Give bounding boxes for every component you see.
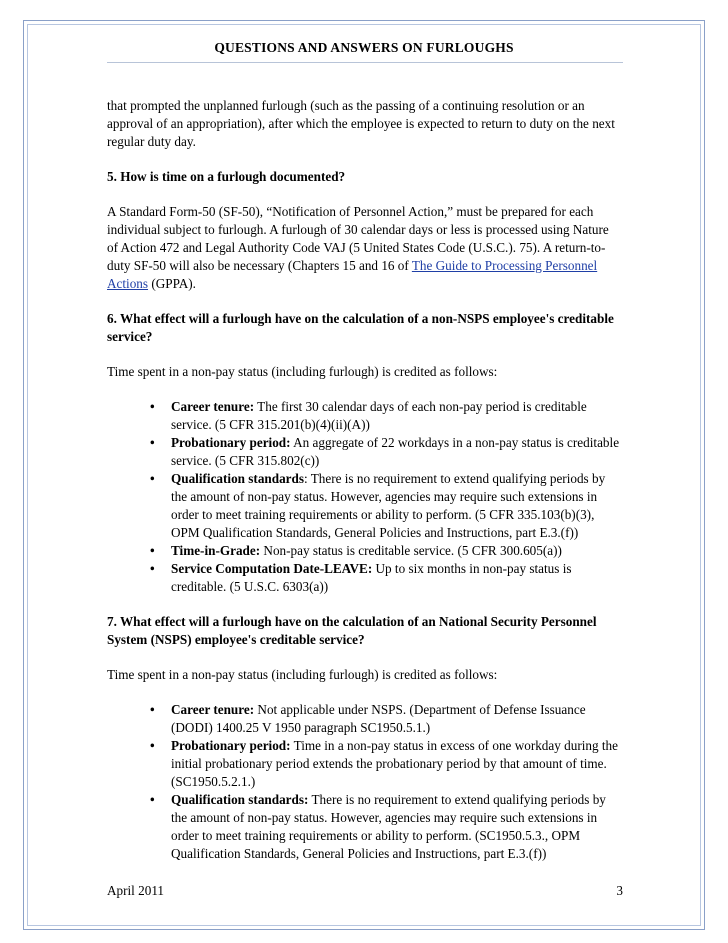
item-text: Not applicable under NSPS. (Department of Defense Issuance (DODI) 1400.25 V 1950 paragraph SC1950.5.1.): [171, 702, 586, 735]
page-footer: [107, 883, 623, 899]
item-term: Qualification standards:: [171, 792, 309, 807]
answer-5-tail: (GPPA).: [148, 276, 196, 291]
item-term: Career tenure:: [171, 399, 255, 414]
item-term: Service Computation Date-LEAVE:: [171, 561, 373, 576]
answer-7-lead: Time spent in a non-pay status (including furlough) is credited as follows:: [107, 667, 498, 682]
item-term: Probationary period:: [171, 435, 291, 450]
answer-6-lead: Time spent in a non-pay status (including furlough) is credited as follows:: [107, 364, 498, 379]
q7-bullet-list: [107, 701, 623, 863]
item-text: Non-pay status is creditable service. (5 CFR 300.605(a)): [260, 543, 562, 558]
item-text: Time in a non-pay status in excess of one workday during the initial probationary period extends the probationary period by that amount of time. (SC1950.5.2.1.): [171, 738, 618, 789]
bullet-icon: •: [150, 702, 155, 717]
list-item: [150, 470, 623, 542]
list-item: [150, 737, 623, 791]
item-term: Time-in-Grade:: [171, 543, 261, 558]
list-item: [150, 701, 623, 737]
footer-date: April 2011: [107, 883, 165, 898]
list-item: [150, 398, 623, 434]
item-text: Up to six months in non-pay status is creditable. (5 U.S.C. 6303(a)): [171, 561, 572, 594]
bullet-icon: •: [150, 738, 155, 753]
bullet-icon: •: [150, 435, 155, 450]
item-term: Probationary period:: [171, 738, 291, 753]
bullet-icon: •: [150, 543, 155, 558]
list-item: [150, 791, 623, 863]
answer-5-text: A Standard Form-50 (SF-50), “Notification of Personnel Action,” must be prepared for each individual subject to furlough. A furlough of 30 calendar days or less is processed using Nature of Action 472 and Legal Authority Code VAJ (5 United States Code (U.S.C.). 75). A return-to-duty SF-50 will also be necessary (Chapters 15 and 16 of: [107, 204, 609, 273]
document-body: [107, 97, 623, 880]
page-number: 3: [616, 883, 623, 898]
list-item: [150, 560, 623, 596]
bullet-icon: •: [150, 561, 155, 576]
bullet-icon: •: [150, 399, 155, 414]
question-5: 5. How is time on a furlough documented?: [107, 169, 346, 184]
q6-bullet-list: [107, 398, 623, 596]
item-term: Qualification standards: [171, 471, 304, 486]
list-item: [150, 542, 623, 560]
list-item: [150, 434, 623, 470]
answer-5: [107, 203, 623, 293]
bullet-icon: •: [150, 792, 155, 807]
item-text: An aggregate of 22 workdays in a non-pay status is creditable service. (5 CFR 315.802(c)): [171, 435, 620, 468]
gppa-link[interactable]: The Guide to Processing Personnel Actions: [107, 258, 598, 291]
item-text: : There is no requirement to extend qualifying periods by the amount of non-pay status. However, agencies may require such extensions in order to meet training requirements or ability to perform. (5 CFR 335.103(b)(3), OPM Qualification Standards, General Policies and Instructions, part E.3.(f)): [171, 471, 606, 540]
header-rule: [107, 62, 623, 63]
intro-paragraph: that prompted the unplanned furlough (such as the passing of a continuing resolution or an approval of an appropriation), after which the employee is expected to return to duty on the next regular duty day.: [107, 98, 615, 149]
question-7: 7. What effect will a furlough have on the calculation of an National Security Personnel System (NSPS) employee's creditable service?: [107, 614, 597, 647]
header-title: QUESTIONS AND ANSWERS ON FURLOUGHS: [214, 40, 514, 55]
item-text: There is no requirement to extend qualifying periods by the amount of non-pay status. However, agencies may require such extensions in order to meet training requirements or ability to perform. (SC1950.5.3., OPM Qualification Standards, General Policies and Instructions, part E.3.(f)): [171, 792, 606, 861]
item-term: Career tenure:: [171, 702, 255, 717]
question-6: 6. What effect will a furlough have on the calculation of a non-NSPS employee's creditable service?: [107, 311, 614, 344]
bullet-icon: •: [150, 471, 155, 486]
item-text: The first 30 calendar days of each non-pay period is creditable service. (5 CFR 315.201(b)(4)(ii)(A)): [171, 399, 587, 432]
